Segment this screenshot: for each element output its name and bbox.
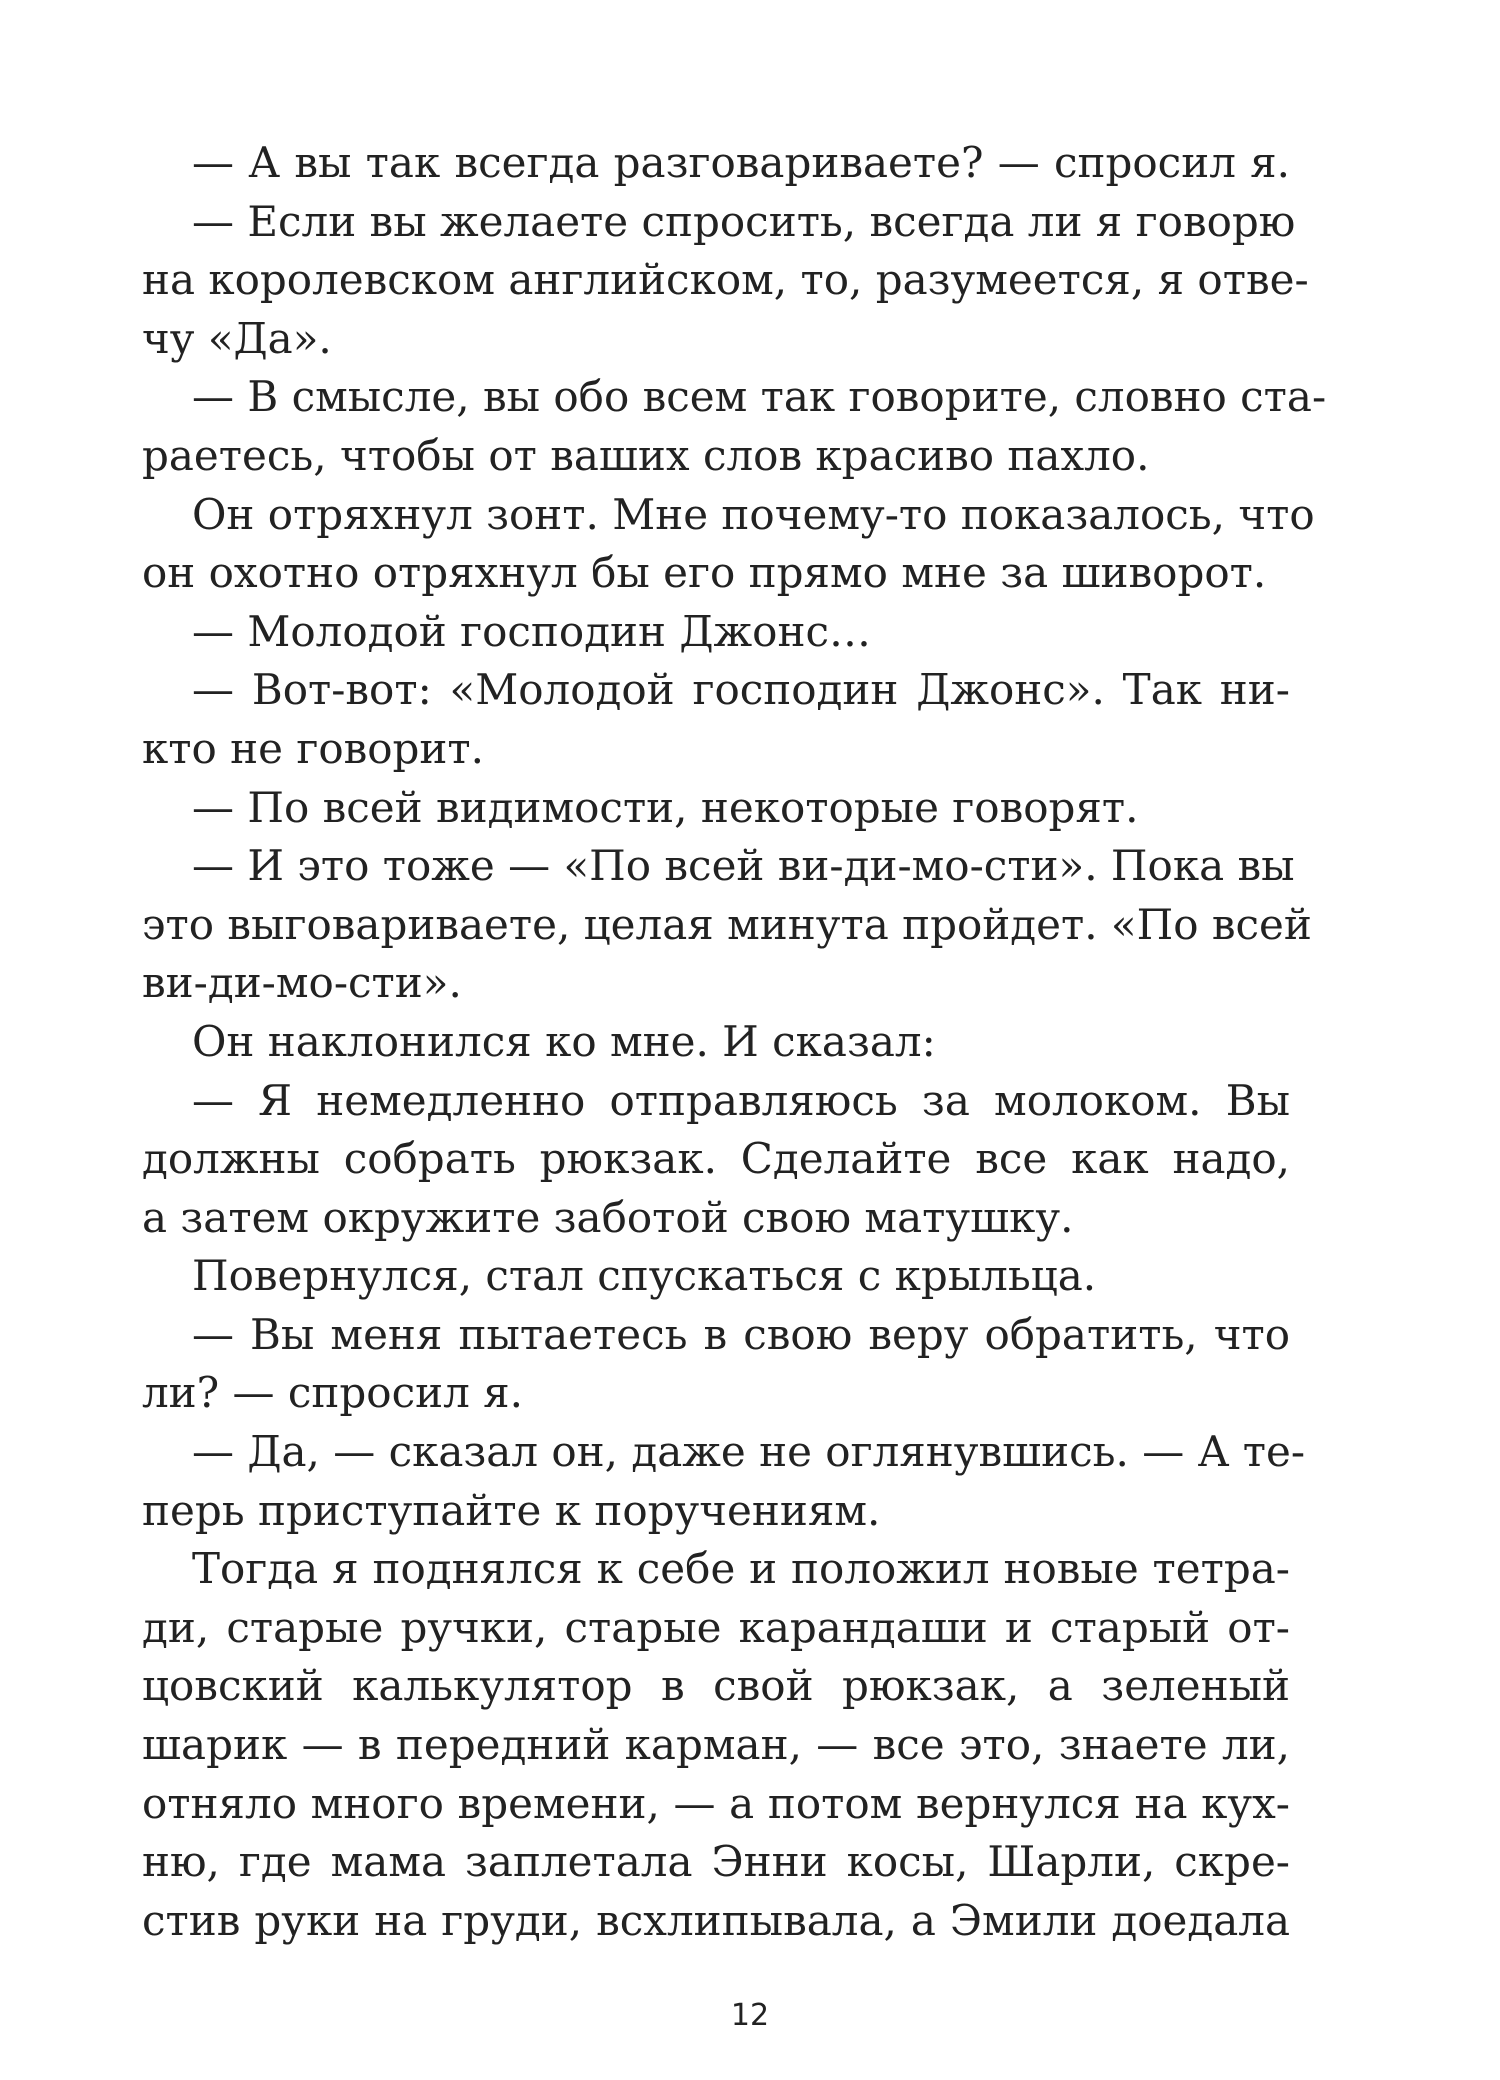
text-line: Тогда я поднялся к себе и положил новые тетра- bbox=[192, 1544, 1290, 1594]
text-line: цовский калькулятор в свой рюкзак, а зеленый bbox=[142, 1661, 1290, 1711]
text-line: ли? — спросил я. bbox=[142, 1368, 523, 1418]
text-line: отняло много времени, — а потом вернулся на кух- bbox=[142, 1778, 1290, 1828]
text-line: кто не говорит. bbox=[142, 723, 485, 773]
text-line: шарик — в передний карман, — все это, знаете ли, bbox=[142, 1720, 1290, 1770]
text-line: а затем окружите заботой свою матушку. bbox=[142, 1192, 1074, 1242]
text-line: — А вы так всегда разговариваете? — спросил я. bbox=[192, 138, 1290, 187]
text-line: Повернулся, стал спускаться с крыльца. bbox=[192, 1251, 1097, 1301]
text-line: должны собрать рюкзак. Сделайте все как надо, bbox=[142, 1134, 1290, 1184]
text-line: ди, старые ручки, старые карандаши и старый от- bbox=[142, 1602, 1290, 1652]
text-line: стив руки на груди, всхлипывала, а Эмили доедала bbox=[142, 1895, 1290, 1945]
text-line: он охотно отряхнул бы его прямо мне за шиворот. bbox=[142, 548, 1267, 598]
text-line: — Вы меня пытаетесь в свою веру обратить, что bbox=[192, 1309, 1290, 1359]
text-line: чу «Да». bbox=[142, 313, 332, 363]
text-line: ню, где мама заплетала Энни косы, Шарли, скре- bbox=[142, 1837, 1290, 1887]
text-line: — Я немедленно отправляюсь за молоком. Вы bbox=[192, 1075, 1290, 1125]
text-line: — Если вы желаете спросить, всегда ли я говорю bbox=[192, 196, 1296, 246]
text-line: — Вот-вот: «Молодой господин Джонс». Так ни- bbox=[192, 665, 1290, 715]
text-line: это выговариваете, целая минута пройдет. «По всей bbox=[142, 899, 1312, 949]
body-text bbox=[142, 134, 1327, 1950]
text-line: ви-ди-мо-сти». bbox=[142, 958, 462, 1008]
text-line: — Молодой господин Джонс… bbox=[192, 606, 871, 656]
text-line: — По всей видимости, некоторые говорят. bbox=[192, 782, 1139, 832]
text-line: перь приступайте к поручениям. bbox=[142, 1485, 881, 1535]
text-line: раетесь, чтобы от ваших слов красиво пахло. bbox=[142, 430, 1150, 480]
text-line: на королевском английском, то, разумеется, я отве- bbox=[142, 255, 1309, 305]
text-line: — В смысле, вы обо всем так говорите, словно ста- bbox=[192, 372, 1327, 422]
text-line: Он наклонился ко мне. И сказал: bbox=[192, 1016, 936, 1066]
text-line: — Да, — сказал он, даже не оглянувшись. — А те- bbox=[192, 1427, 1306, 1477]
text-line: — И это тоже — «По всей ви-ди-мо-сти». Пока вы bbox=[192, 841, 1295, 891]
page-number: 12 bbox=[730, 1998, 770, 2033]
text-line: Он отряхнул зонт. Мне почему-то показалось, что bbox=[192, 489, 1315, 539]
